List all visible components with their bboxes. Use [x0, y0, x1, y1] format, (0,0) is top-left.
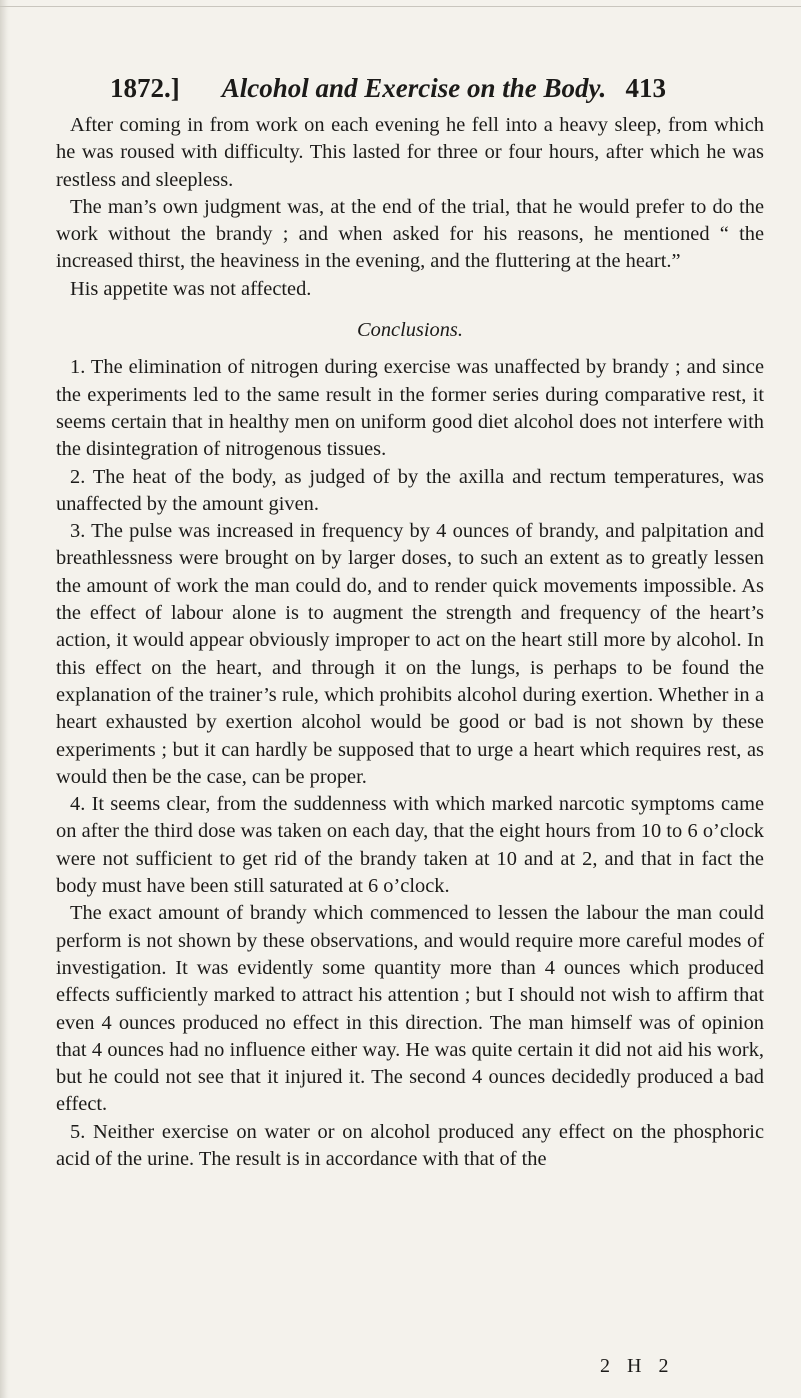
- conclusion-item: 3. The pulse was increased in frequency by 4 ounces of brandy, and palpitation and breathlessness were brought on by larger doses, to such an extent as to greatly lessen the amount of work the man could do, and to render quick movements impossible. As the effect of labour alone is to augment the strength and frequency of the heart’s action, it would appear obviously improper to act on the heart still more by alcohol. In this effect on the heart, and through it on the lungs, is perhaps to be found the explanation of the trainer’s rule, which prohibits alcohol during exertion. Whether in a heart exhausted by exertion alcohol would be good or bad is not shown by these experiments ; but it can hardly be supposed that to urge a heart which requires rest, as would then be the case, can be proper.: [56, 520, 764, 788]
- conclusion-paragraph: The exact amount of brandy which commenced to lessen the labour the man could perform is not shown by these observations, and would require more careful modes of investigation. It was evidently some quantity more than 4 ounces which produced effects sufficiently marked to attract his attention ; but I should not wish to affirm that even 4 ounces produced no effect in this direction. The man himself was of opinion that 4 ounces had no influence either way. He was quite certain it did not aid his work, but he could not see that it injured it. The second 4 ounces decidedly produced a bad effect.: [56, 902, 764, 1116]
- page-number: 413: [625, 73, 666, 103]
- page-binding-edge: [0, 0, 10, 1398]
- conclusion-item: 2. The heat of the body, as judged of by the axilla and rectum temperatures, was unaffected by the amount given.: [56, 465, 764, 515]
- conclusion-item: 4. It seems clear, from the suddenness with which marked narcotic symptoms came on after the third dose was taken on each day, that the eight hours from 10 to 6 o’clock were not sufficient to get rid of the brandy taken at 10 and at 2, and that in fact the body must have been still saturated at 6 o’clock.: [56, 793, 764, 898]
- signature-mark: 2 H 2: [600, 1355, 675, 1377]
- section-heading: Conclusions.: [357, 319, 463, 342]
- paragraph: After coming in from work on each evening he fell into a heavy sleep, from which he was roused with difficulty. This lasted for three or four hours, after which he was restless and sleepless.: [56, 114, 764, 191]
- body-text: [56, 112, 764, 1173]
- paragraph: The man’s own judgment was, at the end of the trial, that he would prefer to do the work without the brandy ; and when asked for his reasons, he mentioned “ the increased thirst, the heaviness in the evening, and the fluttering at the heart.”: [56, 195, 764, 273]
- top-rule: [0, 6, 801, 7]
- header-year: 1872.]: [110, 73, 180, 103]
- running-title: Alcohol and Exercise on the Body.: [221, 73, 607, 103]
- conclusion-item: 1. The elimination of nitrogen during exercise was unaffected by brandy ; and since the experiments led to the same result in the former series during comparative rest, it seems certain that in healthy men on uniform good diet alcohol does not interfere with the disintegration of nitrogenous tissues.: [56, 356, 764, 461]
- paragraph: His appetite was not affected.: [70, 277, 312, 300]
- conclusion-item: 5. Neither exercise on water or on alcohol produced any effect on the phosphoric acid of the urine. The result is in accordance with that of the: [56, 1120, 764, 1170]
- running-header: [110, 70, 666, 106]
